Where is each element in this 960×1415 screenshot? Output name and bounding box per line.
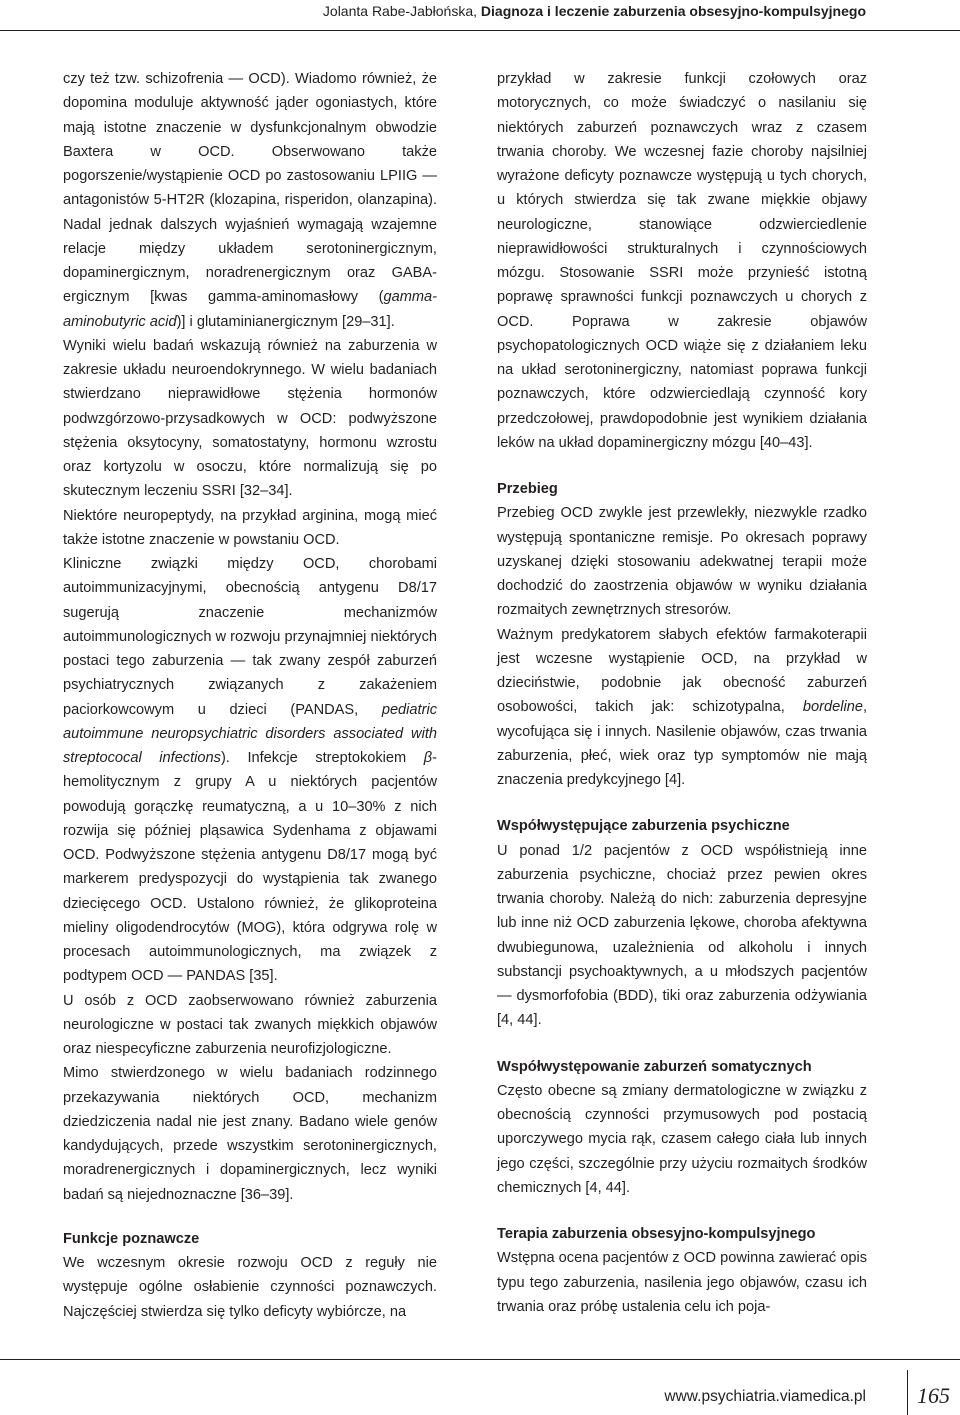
journal-url[interactable]: www.psychiatria.viamedica.pl xyxy=(664,1388,866,1405)
section-heading: Współwystępowanie zaburzeń somatycznych xyxy=(497,1058,812,1075)
header-authors: Jolanta Rabe-Jabłońska, xyxy=(322,3,478,19)
paragraph: Kliniczne związki między OCD, chorobami autoimmunizacyjnymi, obecnością antygenu D8/17 sugerują znaczenie mechanizmów autoimmunologicznych w rozwoju przynajmniej niektórych postaci tego zaburzenia — tak zwany zespół zaburzeń psychiatrycznych związanych z zakażeniem paciorkowcowym u dzieci (PANDAS, pediatric autoimmune neuropsychiatric disorders associated with streptococal infections). Infekcje streptokokiem β-hemolitycznym z grupy A u niektórych pacjentów powodują gorączkę reumatyczną, a u 10–30% z nich rozwija się później pląsawica Sydenhama z objawami OCD. Podwyższone stężenia antygenu D8/17 mogą być markerem predyspozycji do wystąpienia tak zwanego dziecięcego OCD. Ustalono również, że glikoproteina mieliny oligodendrocytów (MOG), która odgrywa rolę w procesach autoimmunologicznych, ma związek z podtypem OCD — PANDAS [35]. xyxy=(63,556,437,985)
paragraph: Mimo stwierdzonego w wielu badaniach rodzinnego przekazywania niektórych OCD, mechanizm dziedziczenia nadal nie jest znany. Badano wiele genów kandydujących, przede wszystkim serotoninergicznych, moradrenergicznych i dopaminergicznych, lecz wyniki badań są niejednoznaczne [36–39]. xyxy=(63,1065,437,1203)
section-heading: Przebieg xyxy=(497,481,558,497)
footer-rule xyxy=(0,1359,960,1360)
header-article-title: Diagnoza i leczenie zaburzenia obsesyjno-kompulsyjnego xyxy=(480,3,866,19)
left-column xyxy=(63,67,437,1324)
section-heading: Terapia zaburzenia obsesyjno-kompulsyjnego xyxy=(497,1226,816,1242)
paragraph: czy też tzw. schizofrenia — OCD). Wiadomo również, że dopomina moduluje aktywność jąder ogoniastych, które mają istotne znaczenie w dysfunkcjonalnym obwodzie Baxtera w OCD. Obserwowano także pogorszenie/wystąpienie OCD po zastosowaniu LPIIG — antagonistów 5-HT2R (klozapina, risperidon, olanzapina). Nadal jednak dalszych wyjaśnień wymagają wzajemne relacje między układem serotoninergicznym, dopaminergicznym, noradrenergicznym oraz GABA-ergicznym [kwas gamma-aminomasłowy (gamma-aminobutyric acid)] i glutaminianergicznym [29–31]. xyxy=(63,71,437,330)
paragraph: Niektóre neuropeptydy, na przykład arginina, mogą mieć także istotne znaczenie w powstaniu OCD. xyxy=(63,507,437,548)
paragraph: Przebieg OCD zwykle jest przewlekły, niezwykle rzadko występują spontaniczne remisje. Po okresach poprawy uzyskanej dzięki stosowaniu adekwatnej terapii może dochodzić do zaostrzenia objawów w wyniku działania rozmaitych zewnętrznych stresorów. xyxy=(497,505,867,619)
paragraph: U osób z OCD zaobserwowano również zaburzenia neurologiczne w postaci tak zwanych miękkich objawów oraz niespecyficzne zaburzenia neurofizjologiczne. xyxy=(63,992,437,1057)
paragraph: przykład w zakresie funkcji czołowych oraz motorycznych, co może świadczyć o nasilaniu się niektórych zaburzeń poznawczych wraz z czasem trwania choroby. We wczesnej fazie choroby najsilniej wyrażone deficyty poznawcze występują u tych chorych, u których stwierdza się tak zwane miękkie objawy neurologiczne, stanowiące odzwierciedlenie nieprawidłowości strukturalnych i czynnościowych mózgu. Stosowanie SSRI może przynieść istotną poprawę sprawności funkcji poznawczych u chorych z OCD. Poprawa w zakresie objawów psychopatologicznych OCD wiąże się z działaniem leku na układ serotoninergiczny, natomiast poprawa funkcji poznawczych, które odzwierciedlają czynność kory przedczołowej, prawdopodobnie jest wynikiem działania leków na układ dopaminergiczny mózgu [40–43]. xyxy=(497,71,867,451)
running-header xyxy=(323,3,866,19)
section-heading: Współwystępujące zaburzenia psychiczne xyxy=(497,818,790,835)
paragraph: U ponad 1/2 pacjentów z OCD współistnieją inne zaburzenia psychiczne, chociaż przez pewien okres trwania choroby. Należą do nich: zaburzenia depresyjne lub inne niż OCD zaburzenia lękowe, choroba afektywna dwubiegunowa, uzależnienia od alkoholu i innych substancji psychoaktywnych, a u młodszych pacjentów — dysmorfofobia (BDD), tiki oraz zaburzenia odżywiania [4, 44]. xyxy=(497,842,867,1029)
paragraph: Wstępna ocena pacjentów z OCD powinna zawierać opis typu tego zaburzenia, nasilenia jego objawów, czasu ich trwania oraz próbę ustalenia celu ich poja- xyxy=(497,1250,867,1315)
header-rule xyxy=(0,30,960,31)
paragraph: Wyniki wielu badań wskazują również na zaburzenia w zakresie układu neuroendokrynnego. W wielu badaniach stwierdzano nieprawidłowe stężenia hormonów podwzgórzowo-przysadkowych w OCD: podwyższone stężenia oksytocyny, somatostatyny, hormonu wzrostu oraz kortyzolu w osoczu, które normalizują się po skutecznym leczeniu SSRI [32–34]. xyxy=(63,337,437,500)
page-number: 165 xyxy=(917,1383,950,1408)
right-column xyxy=(497,67,867,1319)
section-heading: Funkcje poznawcze xyxy=(63,1230,200,1247)
paragraph: Często obecne są zmiany dermatologiczne w związku z obecnością czynności przymusowych pod postacią uporczywego mycia rąk, czasem całego ciała lub innych jego części, szczególnie przy użyciu rozmaitych środków chemicznych [4, 44]. xyxy=(497,1082,867,1196)
paragraph: Ważnym predykatorem słabych efektów farmakoterapii jest wczesne wystąpienie OCD, na przykład w dzieciństwie, podobnie jak obecność zaburzeń osobowości, takich jak: schizotypalna, bordeline, wycofująca się i innych. Nasilenie objawów, czas trwania zaburzenia, płeć, wiek oraz typ symptomów nie mają znaczenia predykcyjnego [4]. xyxy=(497,626,867,788)
paragraph: We wczesnym okresie rozwoju OCD z reguły nie występuje ogólne osłabienie czynności poznawczych. Najczęściej stwierdza się tylko deficyty wybiórcze, na xyxy=(63,1255,437,1320)
